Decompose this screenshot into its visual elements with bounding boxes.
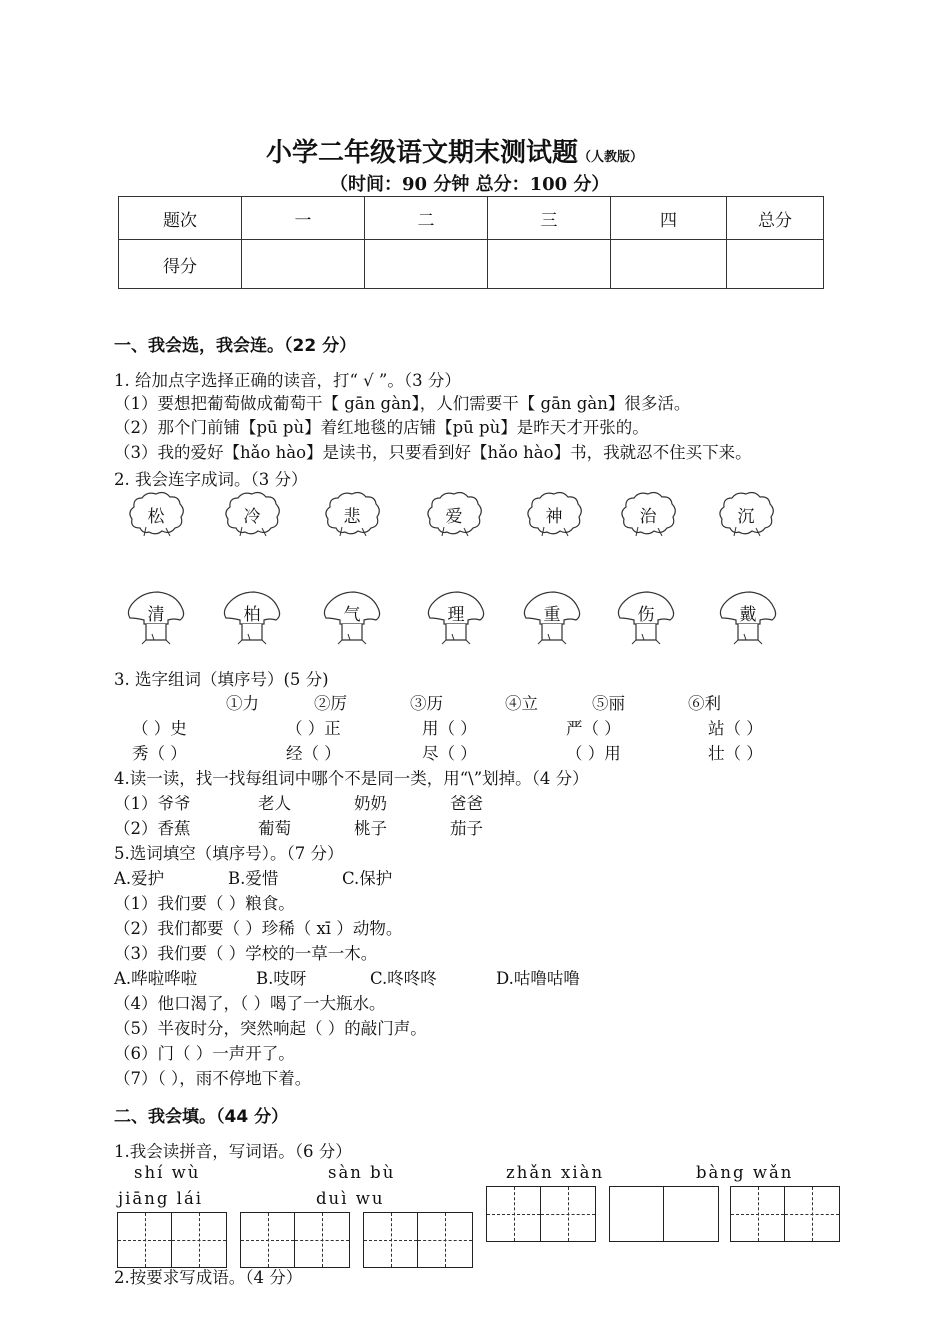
q1-line: （3）我的爱好【hǎo hào】是读书，只要看到好【hǎo hào】书，我就忍不住买下来。 xyxy=(114,443,752,462)
q3-blank[interactable]: 秀（ ） xyxy=(132,744,187,763)
s2-q1-prompt: 1.我会读拼音，写词语。（6 分） xyxy=(114,1142,352,1161)
pinyin-label: zhǎn xiàn xyxy=(506,1163,605,1182)
cloud-word[interactable] xyxy=(716,490,776,538)
score-table-header: 三 xyxy=(488,197,611,240)
mushroom-char: 气 xyxy=(343,605,361,625)
mushroom-char: 清 xyxy=(147,605,165,625)
mushroom-char: 柏 xyxy=(243,605,261,625)
score-row-label: 得分 xyxy=(119,240,242,289)
score-table-header: 二 xyxy=(365,197,488,240)
q1-line: （1）要想把葡萄做成葡萄干【 gān gàn】，人们需要干【 gān gàn】很多活。 xyxy=(114,394,691,413)
mushroom-word[interactable] xyxy=(520,588,584,646)
q5-line[interactable]: （4）他口渴了，（ ）喝了一大瓶水。 xyxy=(114,994,386,1013)
cloud-char: 爱 xyxy=(445,507,463,527)
q3-blank[interactable]: 经（ ） xyxy=(286,744,341,763)
score-table-row xyxy=(119,240,824,289)
score-cell[interactable] xyxy=(727,240,824,289)
writing-cell[interactable] xyxy=(118,1213,172,1267)
writing-cell[interactable] xyxy=(418,1213,472,1267)
cloud-word[interactable] xyxy=(524,490,584,538)
score-table-header: 四 xyxy=(611,197,727,240)
mushroom-char: 伤 xyxy=(637,605,655,625)
writing-grid[interactable] xyxy=(730,1186,840,1242)
mushroom-char: 戴 xyxy=(739,605,757,625)
pinyin-label: bàng wǎn xyxy=(696,1163,794,1182)
cloud-char: 神 xyxy=(545,507,563,527)
section1-heading: 一、我会选，我会连。（22 分） xyxy=(114,336,357,356)
q4-word[interactable]: （1）爷爷 xyxy=(114,794,191,813)
q5-option: C.保护 xyxy=(342,869,393,888)
cloud-word[interactable] xyxy=(222,490,282,538)
q5-line[interactable]: （7）（ ），雨不停地下着。 xyxy=(114,1069,312,1088)
q5-line[interactable]: （5）半夜时分，突然响起（ ）的敲门声。 xyxy=(114,1019,427,1038)
q4-word[interactable]: （2）香蕉 xyxy=(114,819,191,838)
writing-cell[interactable] xyxy=(241,1213,295,1267)
q1-line: （2）那个门前铺【pū pù】着红地毯的店铺【pū pù】是昨天才开张的。 xyxy=(114,418,649,437)
mushroom-word[interactable] xyxy=(614,588,678,646)
q5-line[interactable]: （1）我们要（ ）粮食。 xyxy=(114,894,295,913)
score-cell[interactable] xyxy=(242,240,365,289)
q4-word[interactable]: 桃子 xyxy=(354,819,387,838)
q4-word[interactable]: 茄子 xyxy=(450,819,483,838)
writing-grid[interactable] xyxy=(486,1186,596,1242)
q3-option: ⑥利 xyxy=(688,694,721,713)
score-cell[interactable] xyxy=(611,240,727,289)
q4-word[interactable]: 爸爸 xyxy=(450,794,483,813)
score-table-header-row xyxy=(119,197,824,240)
cloud-word[interactable] xyxy=(618,490,678,538)
writing-cell[interactable] xyxy=(610,1187,664,1241)
score-table-header: 一 xyxy=(242,197,365,240)
q3-prompt: 3. 选字组词（填序号）(5 分) xyxy=(114,670,329,689)
q3-blank[interactable]: （ ）用 xyxy=(566,744,621,763)
q5-option: C.咚咚咚 xyxy=(370,969,437,988)
score-cell[interactable] xyxy=(365,240,488,289)
cloud-char: 沉 xyxy=(737,507,755,527)
q5-option: B.爱惜 xyxy=(228,869,279,888)
q5-option: B.吱呀 xyxy=(256,969,307,988)
writing-cell[interactable] xyxy=(295,1213,349,1267)
q5-line[interactable]: （2）我们都要（ ）珍稀（ xī ）动物。 xyxy=(114,919,403,938)
q3-option: ②厉 xyxy=(314,694,347,713)
q3-blank[interactable]: 尽（ ） xyxy=(422,744,477,763)
score-table-header: 题次 xyxy=(119,197,242,240)
writing-grid[interactable] xyxy=(240,1212,350,1268)
exam-info: （时间：90 分钟 总分：100 分） xyxy=(330,174,610,195)
cloud-word[interactable] xyxy=(126,490,186,538)
q3-blank[interactable]: 严（ ） xyxy=(566,719,621,738)
q1-prompt: 1. 给加点字选择正确的读音，打“ √ ”。（3 分） xyxy=(114,371,461,390)
mushroom-word[interactable] xyxy=(716,588,780,646)
writing-cell[interactable] xyxy=(172,1213,226,1267)
writing-cell[interactable] xyxy=(487,1187,541,1241)
q5-option: A.爱护 xyxy=(114,869,165,888)
writing-cell[interactable] xyxy=(364,1213,418,1267)
score-table-header: 总分 xyxy=(727,197,824,240)
q4-prompt: 4.读一读，找一找每组词中哪个不是同一类，用“\”划掉。（4 分） xyxy=(114,769,589,788)
mushroom-word[interactable] xyxy=(424,588,488,646)
mushroom-word[interactable] xyxy=(320,588,384,646)
q4-word[interactable]: 老人 xyxy=(258,794,291,813)
s2-q2-prompt: 2.按要求写成语。（4 分） xyxy=(114,1268,303,1287)
q3-option: ③历 xyxy=(410,694,443,713)
q4-word[interactable]: 葡萄 xyxy=(258,819,291,838)
writing-cell[interactable] xyxy=(541,1187,595,1241)
mushroom-word[interactable] xyxy=(124,588,188,646)
pinyin-label: sàn bù xyxy=(328,1163,396,1182)
q5-option: A.哗啦哗啦 xyxy=(114,969,198,988)
q3-blank[interactable]: 用（ ） xyxy=(422,719,477,738)
score-cell[interactable] xyxy=(488,240,611,289)
edition-label: （人教版） xyxy=(578,150,644,165)
q3-option: ⑤丽 xyxy=(592,694,625,713)
section2-heading: 二、我会填。（44 分） xyxy=(114,1107,289,1127)
q3-blank[interactable]: 壮（ ） xyxy=(708,744,763,763)
q5-line[interactable]: （3）我们要（ ）学校的一草一木。 xyxy=(114,944,378,963)
title-text: 小学二年级语文期末测试题 xyxy=(266,138,579,168)
q5-prompt: 5.选词填空（填序号）。（7 分） xyxy=(114,844,344,863)
cloud-char: 治 xyxy=(639,507,657,527)
q4-word[interactable]: 奶奶 xyxy=(354,794,387,813)
pinyin-label: shí wù xyxy=(134,1163,201,1182)
pinyin-label: jiāng lái xyxy=(118,1189,204,1208)
q5-line[interactable]: （6）门（ ）一声开了。 xyxy=(114,1044,295,1063)
q3-blank[interactable]: （ ）正 xyxy=(286,719,341,738)
mushroom-char: 重 xyxy=(543,605,561,625)
writing-cell[interactable] xyxy=(664,1187,718,1241)
q3-option: ①力 xyxy=(226,694,259,713)
q3-blank[interactable]: 站（ ） xyxy=(708,719,763,738)
cloud-word[interactable] xyxy=(424,490,484,538)
mushroom-word[interactable] xyxy=(220,588,284,646)
mushroom-char: 理 xyxy=(447,605,465,625)
q3-option: ④立 xyxy=(505,694,538,713)
q3-blank[interactable]: （ ）史 xyxy=(132,719,187,738)
q2-prompt: 2. 我会连字成词。（3 分） xyxy=(114,470,308,489)
q5-option: D.咕噜咕噜 xyxy=(496,969,580,988)
cloud-char: 松 xyxy=(147,507,165,527)
cloud-word[interactable] xyxy=(322,490,382,538)
pinyin-label: duì wu xyxy=(316,1189,385,1208)
page-title xyxy=(266,132,643,169)
writing-grid[interactable] xyxy=(609,1186,719,1242)
writing-grid[interactable] xyxy=(117,1212,227,1268)
writing-cell[interactable] xyxy=(785,1187,839,1241)
writing-grid[interactable] xyxy=(363,1212,473,1268)
cloud-char: 悲 xyxy=(343,507,361,527)
cloud-char: 冷 xyxy=(243,507,261,527)
writing-cell[interactable] xyxy=(731,1187,785,1241)
score-table xyxy=(118,196,824,289)
